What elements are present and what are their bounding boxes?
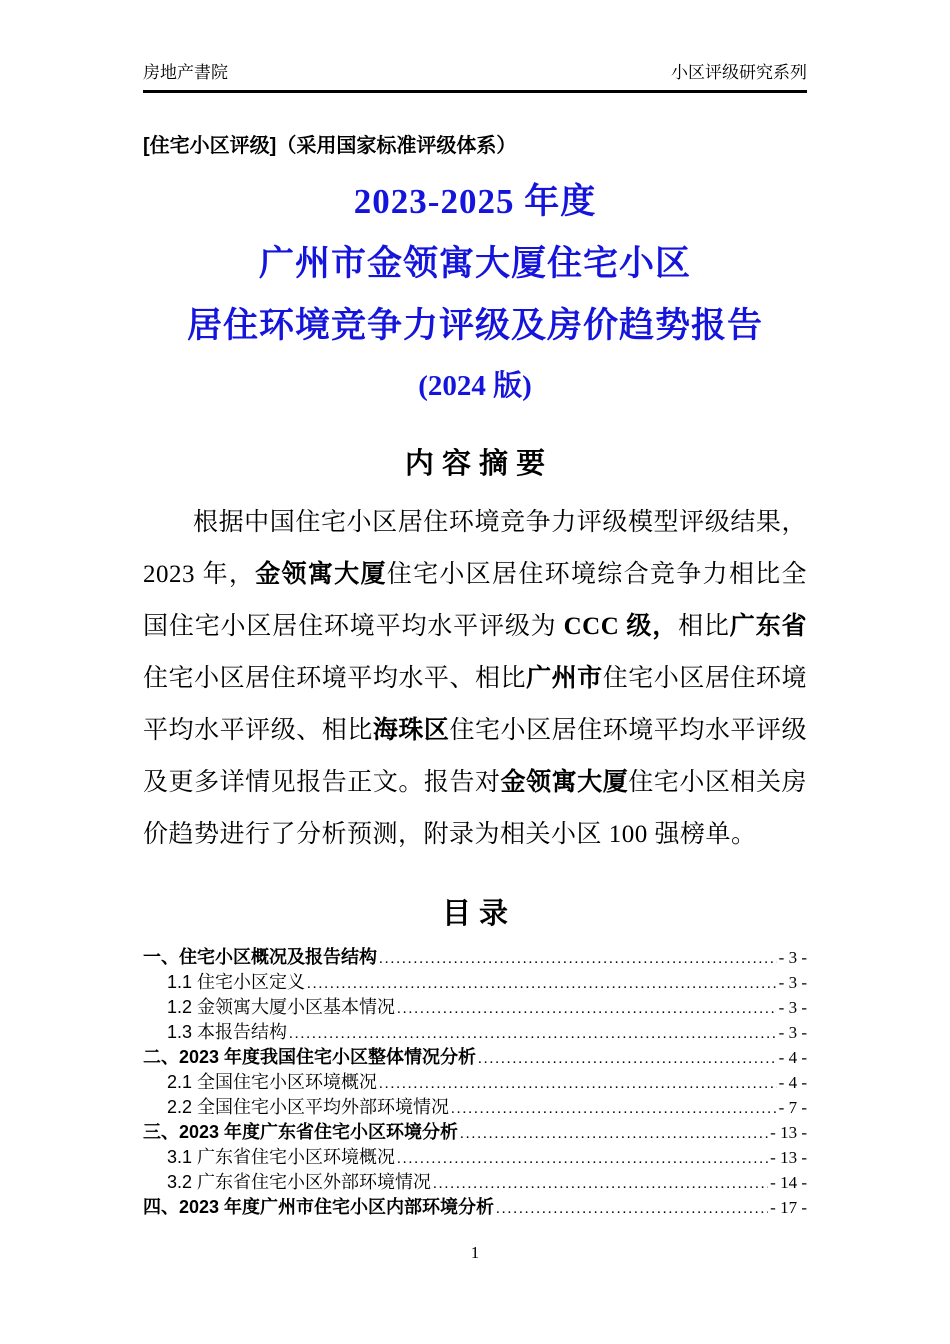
summary-text-bold: 金领寓大厦: [255, 561, 387, 588]
toc-dot-leader: [379, 1072, 777, 1097]
toc-row: [143, 1045, 807, 1070]
toc-entry-page: - 13 -: [770, 1148, 807, 1167]
toc-entry-label: 1.2 金领寓大厦小区基本情况: [167, 997, 396, 1017]
summary-text-bold: 广东省: [729, 613, 807, 640]
toc-row: [143, 1170, 807, 1195]
summary-text: 住宅小区居住环境综合竞争力相比全国住宅小区居住环境平均水平评级为: [143, 561, 807, 640]
summary-text: 相比: [678, 613, 730, 640]
toc-dot-leader: [379, 947, 777, 972]
toc-entry-page: - 3 -: [778, 973, 807, 992]
toc-entry-page: - 3 -: [778, 1023, 807, 1042]
header-left-text: 房地产書院: [143, 63, 228, 82]
toc-entry-label: 二、2023 年度我国住宅小区整体情况分析: [143, 1047, 477, 1067]
summary-text: 住宅小区相关房价趋势进行了分析预测，附录为相关小区 100 强榜单。: [143, 769, 807, 848]
toc-dot-leader: [433, 1172, 768, 1197]
toc-dot-leader: [496, 1197, 768, 1222]
toc-row: [143, 1070, 807, 1095]
toc-dot-leader: [460, 1122, 768, 1147]
toc-entry-page: - 17 -: [770, 1198, 807, 1217]
summary-heading: 内 容 摘 要: [404, 448, 546, 480]
header-right-text: 小区评级研究系列: [671, 63, 807, 82]
summary-text-bold: CCC 级，: [563, 613, 679, 640]
classification-line: [住宅小区评级]（采用国家标准评级体系）: [143, 135, 517, 157]
toc-entry-label: 1.3 本报告结构: [167, 1022, 288, 1042]
page-number: 1: [470, 1243, 480, 1262]
toc-entry-page: - 3 -: [778, 948, 807, 967]
toc-entry-label: 2.2 全国住宅小区平均外部环境情况: [167, 1097, 450, 1117]
toc-dot-leader: [307, 972, 777, 997]
report-title-line-community: 广州市金领寓大厦住宅小区: [258, 244, 691, 283]
toc-row: [143, 1020, 807, 1045]
toc-dot-leader: [451, 1097, 777, 1122]
toc-entry-label: 1.1 住宅小区定义: [167, 972, 306, 992]
summary-text: 住宅小区居住环境平均水平评级及更多详情见报告正文。报告对: [143, 717, 807, 796]
toc-row: [143, 1120, 807, 1145]
toc-entry-page: - 14 -: [770, 1173, 807, 1192]
toc-entry-page: - 4 -: [778, 1073, 807, 1092]
toc-entry-page: - 4 -: [778, 1048, 807, 1067]
report-title-line-edition: (2024 版): [418, 370, 532, 402]
toc-row: [143, 1195, 807, 1220]
page-header: [143, 0, 807, 93]
summary-text: 住宅小区居住环境平均水平评级、相比: [143, 665, 807, 744]
toc-entry-label: 3.2 广东省住宅小区外部环境情况: [167, 1172, 432, 1192]
toc-dot-leader: [397, 997, 777, 1022]
toc-dot-leader: [289, 1022, 777, 1047]
summary-text-bold: 海珠区: [372, 717, 450, 744]
toc-entry-page: - 3 -: [778, 998, 807, 1017]
toc-entry-page: - 13 -: [770, 1123, 807, 1142]
report-title-line-subject: 居住环境竞争力评级及房价趋势报告: [186, 306, 763, 345]
summary-text: 根据中国住宅小区居住环境竞争力评级模型评级结果，2023 年，: [143, 509, 807, 588]
toc-row: [143, 945, 807, 970]
toc-list: [143, 945, 807, 1220]
toc-entry-page: - 7 -: [778, 1098, 807, 1117]
toc-row: [143, 995, 807, 1020]
summary-text-bold: 广州市: [526, 665, 603, 692]
toc-row: [143, 970, 807, 995]
report-title-line-years: 2023-2025 年度: [353, 182, 597, 221]
toc-entry-label: 四、2023 年度广州市住宅小区内部环境分析: [143, 1197, 495, 1217]
toc-dot-leader: [478, 1047, 777, 1072]
toc-row: [143, 1095, 807, 1120]
summary-paragraph: [143, 497, 807, 861]
report-title: [143, 171, 807, 415]
toc-heading: 目 录: [441, 898, 509, 930]
toc-dot-leader: [397, 1147, 768, 1172]
summary-text: 住宅小区居住环境平均水平、相比: [143, 665, 527, 692]
toc-entry-label: 3.1 广东省住宅小区环境概况: [167, 1147, 396, 1167]
toc-row: [143, 1145, 807, 1170]
toc-entry-label: 三、2023 年度广东省住宅小区环境分析: [143, 1122, 459, 1142]
toc-entry-label: 一、住宅小区概况及报告结构: [143, 947, 377, 967]
summary-text-bold: 金领寓大厦: [500, 769, 629, 796]
toc-entry-label: 2.1 全国住宅小区环境概况: [167, 1072, 378, 1092]
